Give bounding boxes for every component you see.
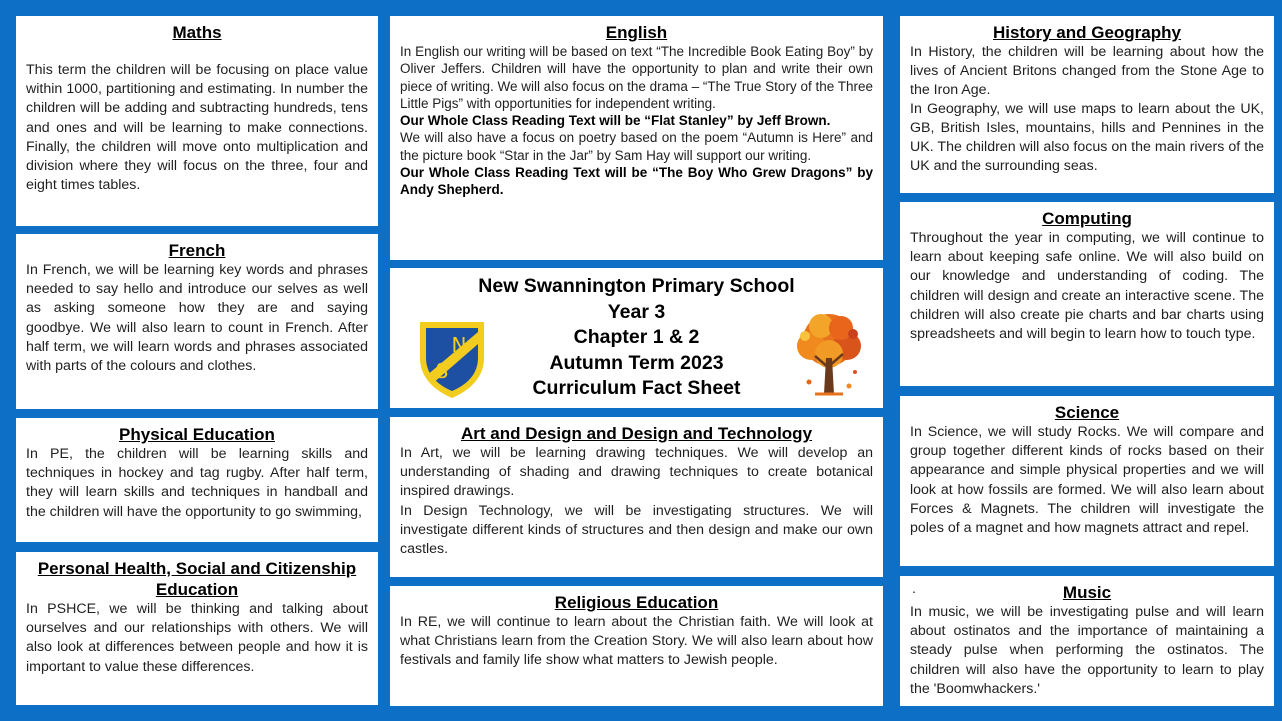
re-heading: Religious Education: [554, 593, 719, 612]
school-name: New Swannington Primary School: [478, 275, 795, 297]
re-text: In RE, we will continue to learn about the Christian faith. We will look at what Christians learn from the Creation Story. We will also learn about how festivals and family life show what matters to Jewish people.: [400, 614, 873, 669]
pshce-box: [16, 552, 378, 705]
pshce-text: In PSHCE, we will be thinking and talking about ourselves and our relationships with others. We will also look at differences between people and how it is important to value these differences.: [26, 601, 368, 675]
french-text: In French, we will be learning key words and phrases needed to say hello and introduce our selves as well as asking someone how they are and saying goodbye. We will also learn to count in French. After half term, we will learn words and phrases associated with parts of the colours and clothes.: [26, 262, 368, 375]
english-para2: We will also have a focus on poetry based on the poem “Autumn is Here” and the picture book “Star in the Jar” by Sam Hay will support our writing.: [400, 130, 873, 163]
autumn-tree-icon: [791, 308, 867, 400]
chapter-label: Chapter 1 & 2: [573, 326, 700, 348]
school-crest-logo: [416, 318, 488, 400]
year-group: Year 3: [607, 300, 666, 323]
french-heading: French: [168, 241, 226, 260]
music-heading: Music: [1062, 583, 1112, 602]
maths-heading: Maths: [172, 23, 222, 42]
history-box: [900, 16, 1274, 193]
art-para2: In Design Technology, we will be investigating structures. We will investigate different kinds of structures and then design and make our own castles.: [400, 502, 873, 558]
title-box: [390, 268, 883, 408]
history-heading: History and Geography: [993, 23, 1181, 42]
art-para1: In Art, we will be learning drawing techniques. We will develop an understanding of shading and drawing techniques to create botanical inspired drawings.: [400, 445, 873, 500]
crest-letter-s: S: [435, 359, 449, 383]
music-box: [900, 576, 1274, 706]
maths-box: [16, 16, 378, 226]
history-para1: In History, the children will be learning about how the lives of Ancient Britons changed from the Stone Age to the Iron Age.: [910, 44, 1264, 98]
english-para1: In English our writing will be based on text “The Incredible Book Eating Boy” by Oliver Jeffers. Children will have the opportunity to plan and write their own piece of writing. We will also focus on the drama – “The True Story of the Three Little Pigs” with opportunities for independent writing.: [400, 44, 873, 111]
pe-heading: Physical Education: [119, 425, 275, 444]
re-box: [390, 586, 883, 706]
art-box: [390, 417, 883, 577]
crest-letter-n: N: [451, 333, 467, 357]
science-heading: Science: [1054, 403, 1120, 422]
pshce-heading: Personal Health, Social and Citizenship Education: [37, 559, 357, 599]
term-label: Autumn Term 2023: [549, 351, 724, 374]
music-dot: .: [912, 581, 916, 597]
science-text: In Science, we will study Rocks. We will compare and group together different kinds of rocks based on their appearance and simple physical properties and we will look at how fossils are formed. We will also learn about Forces & Magnets. The children will investigate the poles of a magnet and how magnets attract and repel.: [910, 424, 1264, 537]
computing-text: Throughout the year in computing, we will continue to learn about keeping safe online. We will also build on our knowledge and understanding of coding. The children will design and create an interactive scene. The children will also create pie charts and bar charts using spreadsheets and will begin to learn how to touch type.: [910, 230, 1264, 343]
english-box: [390, 16, 883, 260]
maths-text: This term the children will be focusing on place value within 1000, partitioning and estimating. In number the children will be adding and subtracting hundreds, tens and ones and will be learning to make connections. Finally, the children will move onto multiplication and division where they will focus on the three, four and eight times tables.: [26, 62, 368, 194]
science-box: [900, 396, 1274, 566]
computing-box: [900, 202, 1274, 386]
pe-text: In PE, the children will be learning skills and techniques in hockey and tag rugby. After half term, they will learn skills and techniques in handball and the children will have the opportunity to go swimming,: [26, 446, 368, 520]
pe-box: [16, 418, 378, 542]
sheet-title: Curriculum Fact Sheet: [532, 377, 741, 399]
music-text: In music, we will be investigating pulse and will learn about ostinatos and the importance of maintaining a steady pulse when performing the ostinatos. The children will also have the opportunity to learn to play the 'Boomwhackers.': [910, 604, 1264, 697]
art-heading: Art and Design and Design and Technology: [460, 424, 813, 443]
english-heading: English: [605, 23, 668, 42]
computing-heading: Computing: [1042, 209, 1132, 228]
english-reading-text-1: Our Whole Class Reading Text will be “Flat Stanley” by Jeff Brown.: [400, 113, 831, 129]
english-reading-text-2: Our Whole Class Reading Text will be “The Boy Who Grew Dragons” by Andy Shepherd.: [400, 165, 873, 198]
history-para2: In Geography, we will use maps to learn about the UK, GB, British Isles, mountains, hills and Pennines in the UK. The children will also focus on the main rivers of the UK and the surrounding seas.: [910, 101, 1264, 174]
french-box: [16, 234, 378, 409]
